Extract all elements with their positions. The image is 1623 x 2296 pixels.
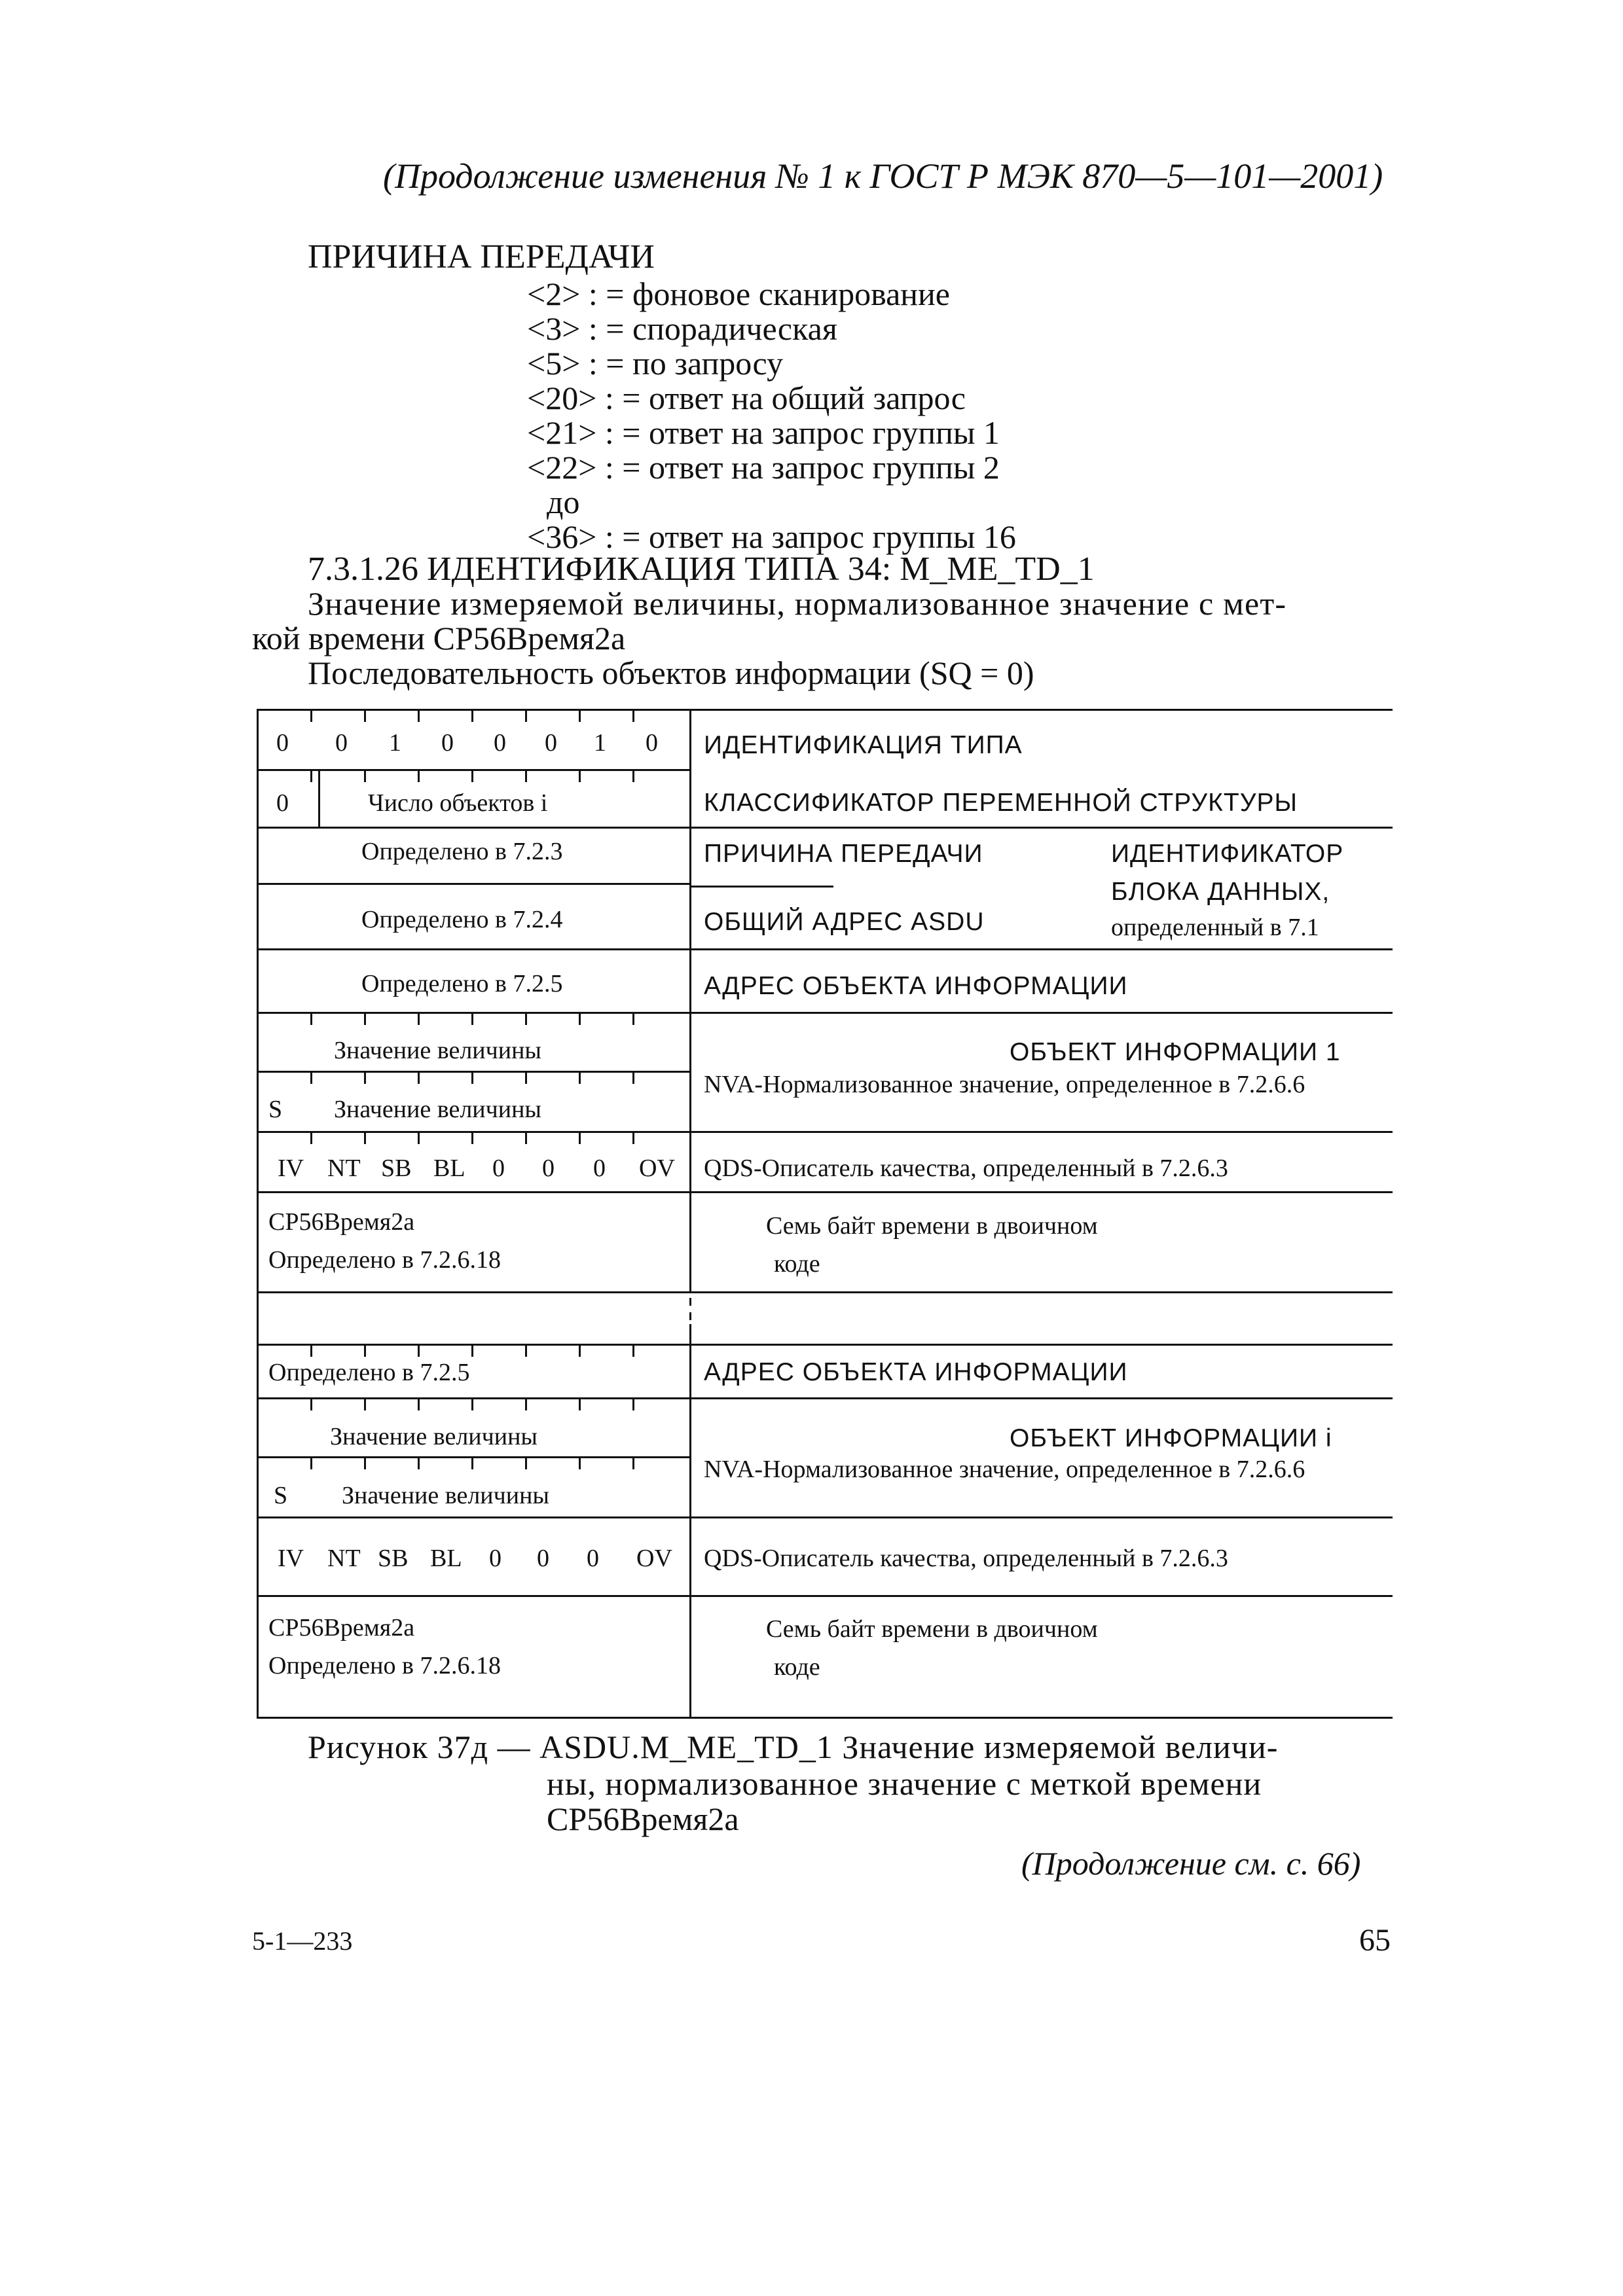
bit-tick: [525, 1071, 527, 1084]
qds-label: QDS-Описатель качества, определенный в 7.2.6.3: [704, 1545, 1228, 1572]
bit-tick: [418, 1012, 420, 1025]
bit-value: 0: [646, 729, 658, 757]
bit-tick: [579, 769, 581, 782]
type-id-label: ИДЕНТИФИКАЦИЯ ТИПА: [704, 731, 1023, 759]
cp56-name: СР56Время2а: [268, 1208, 415, 1236]
qds-bit: OV: [636, 1545, 672, 1572]
vsq-count: Число объектов i: [368, 789, 548, 817]
block-id-line: БЛОКА ДАННЫХ,: [1111, 878, 1330, 906]
bit-tick: [579, 1456, 581, 1469]
qds-bit: NT: [327, 1545, 361, 1572]
qds-bit: 0: [542, 1155, 555, 1182]
qds-label: QDS-Описатель качества, определенный в 7.2.6.3: [704, 1155, 1228, 1182]
sign-bit: S: [274, 1482, 288, 1509]
bit-tick: [418, 1071, 420, 1084]
bit-tick: [525, 709, 527, 722]
cp56-name: СР56Время2а: [268, 1614, 415, 1641]
bit-tick: [364, 1012, 366, 1025]
row-separator: [257, 827, 1393, 829]
sign-bit: S: [268, 1096, 283, 1123]
bit-tick: [471, 769, 473, 782]
bit-tick: [418, 769, 420, 782]
qds-bit: 0: [492, 1155, 505, 1182]
bit-tick: [364, 769, 366, 782]
bit-tick: [525, 1456, 527, 1469]
sequence-line: Последовательность объектов информации (SQ = 0): [308, 655, 1034, 691]
frame-top-border: [257, 709, 1393, 711]
gap-dash: [257, 1312, 259, 1320]
qds-bit: SB: [381, 1155, 412, 1182]
value-label: Значение величины: [334, 1037, 541, 1064]
value-label: Значение величины: [334, 1096, 541, 1123]
figure-caption-line: СР56Время2а: [547, 1801, 739, 1837]
bit-tick: [471, 1344, 473, 1357]
page-number: 65: [1359, 1923, 1391, 1958]
section-title: 7.3.1.26 ИДЕНТИФИКАЦИЯ ТИПА 34: M_ME_TD_1: [308, 550, 1095, 588]
row-separator: [257, 1344, 1393, 1346]
footer-code: 5-1—233: [252, 1926, 353, 1956]
ioa-label: АДРЕС ОБЪЕКТА ИНФОРМАЦИИ: [704, 1358, 1128, 1386]
row-separator: [257, 1397, 1393, 1399]
gap-dash: [689, 1312, 691, 1320]
def-cp56: Определено в 7.2.6.18: [268, 1246, 501, 1274]
bit-tick: [525, 769, 527, 782]
bit-tick: [310, 769, 312, 782]
nva-label: NVA-Нормализованное значение, определенное в 7.2.6.6: [704, 1071, 1305, 1098]
qds-bit: IV: [278, 1155, 304, 1182]
row-separator: [257, 1456, 691, 1458]
def-ioa: Определено в 7.2.5: [268, 1359, 470, 1386]
description-line: Значение измеряемой величины, нормализованное значение с мет-: [308, 585, 1287, 622]
bit-tick: [632, 1012, 634, 1025]
bit-tick: [471, 1012, 473, 1025]
bit-tick: [579, 1344, 581, 1357]
qds-bit: OV: [639, 1155, 675, 1182]
bit-tick: [632, 1131, 634, 1144]
bit-tick: [632, 709, 634, 722]
bit-tick: [579, 1012, 581, 1025]
qds-bit: 0: [593, 1155, 606, 1182]
bit-tick: [310, 1344, 312, 1357]
nva-label: NVA-Нормализованное значение, определенное в 7.2.6.6: [704, 1456, 1305, 1483]
block-id-line: ИДЕНТИФИКАТОР: [1111, 840, 1344, 868]
bit-tick: [418, 1131, 420, 1144]
bit-value: 0: [276, 729, 289, 757]
row-separator: [257, 1071, 691, 1073]
bit-tick: [310, 1397, 312, 1410]
figure-caption-line: Рисунок 37д — ASDU.M_ME_TD_1 Значение измеряемой величи-: [308, 1729, 1279, 1765]
bit-tick: [471, 709, 473, 722]
bit-tick: [471, 1071, 473, 1084]
description-line: кой времени СР56Время2а: [252, 620, 626, 656]
qds-bit: SB: [378, 1545, 409, 1572]
bit-value: 1: [594, 729, 606, 757]
bit-value: 1: [389, 729, 401, 757]
bit-tick: [579, 1131, 581, 1144]
bit-tick: [632, 1456, 634, 1469]
bit-tick: [632, 1397, 634, 1410]
frame-divider: [689, 709, 691, 1291]
cause-item: <36> : = ответ на запрос группы 16: [527, 518, 1016, 555]
cause-item: до: [547, 484, 580, 520]
bit-tick: [632, 1344, 634, 1357]
cause-item: <21> : = ответ на запрос группы 1: [527, 414, 1000, 451]
ioa-label: АДРЕС ОБЪЕКТА ИНФОРМАЦИИ: [704, 972, 1128, 1000]
time-desc: Семь байт времени в двоичном: [766, 1615, 1098, 1643]
bit-tick: [364, 1344, 366, 1357]
block-id-line: определенный в 7.1: [1111, 914, 1319, 941]
vsq-split: [318, 769, 320, 828]
row-separator: [257, 1131, 1393, 1133]
def-cp56: Определено в 7.2.6.18: [268, 1652, 501, 1679]
frame-left-border: [257, 709, 259, 1719]
bit-tick: [310, 1131, 312, 1144]
value-label: Значение величины: [330, 1423, 538, 1450]
frame-divider: [689, 1324, 691, 1719]
bit-tick: [579, 709, 581, 722]
bit-tick: [525, 1012, 527, 1025]
qds-bit: IV: [278, 1545, 304, 1572]
row-separator: [257, 948, 1393, 950]
bit-tick: [632, 1071, 634, 1084]
bit-tick: [471, 1397, 473, 1410]
row-separator: [257, 769, 691, 771]
bit-value: 0: [494, 729, 506, 757]
gap-dash: [257, 1298, 259, 1306]
bit-tick: [471, 1456, 473, 1469]
row-separator: [689, 886, 833, 888]
frame-bottom-border: [257, 1717, 1393, 1719]
bit-tick: [310, 1071, 312, 1084]
common-addr-label: ОБЩИЙ АДРЕС ASDU: [704, 908, 985, 936]
row-separator: [257, 1516, 1393, 1518]
row-separator: [257, 1291, 1393, 1293]
bit-tick: [418, 1344, 420, 1357]
bit-value: 0: [545, 729, 557, 757]
bit-tick: [418, 1397, 420, 1410]
bit-value: 0: [335, 729, 348, 757]
bit-tick: [525, 1344, 527, 1357]
bit-tick: [364, 709, 366, 722]
cause-item: <2> : = фоновое сканирование: [527, 276, 950, 312]
bit-tick: [364, 1456, 366, 1469]
running-header: (Продолжение изменения № 1 к ГОСТ Р МЭК 870—5—101—2001): [383, 156, 1383, 196]
qds-bit: NT: [327, 1155, 361, 1182]
cause-title: ПРИЧИНА ПЕРЕДАЧИ: [308, 238, 655, 276]
vsq-label: КЛАССИФИКАТОР ПЕРЕМЕННОЙ СТРУКТУРЫ: [704, 789, 1298, 817]
time-desc: коде: [774, 1250, 820, 1278]
qds-bit: BL: [430, 1545, 462, 1572]
time-desc: Семь байт времени в двоичном: [766, 1212, 1098, 1240]
row-separator: [257, 1012, 1393, 1014]
qds-bit: 0: [587, 1545, 599, 1572]
bit-tick: [525, 1131, 527, 1144]
row-separator: [257, 1595, 1393, 1597]
bit-tick: [579, 1071, 581, 1084]
row-separator: [257, 1191, 1393, 1193]
bit-tick: [632, 769, 634, 782]
info-object-1-label: ОБЪЕКТ ИНФОРМАЦИИ 1: [1010, 1038, 1341, 1066]
cause-item: <5> : = по запросу: [527, 345, 784, 382]
bit-tick: [364, 1397, 366, 1410]
continuation-note: (Продолжение см. с. 66): [1021, 1845, 1361, 1882]
info-object-i-label: ОБЪЕКТ ИНФОРМАЦИИ i: [1010, 1424, 1332, 1452]
bit-value: 0: [441, 729, 454, 757]
qds-bit: 0: [489, 1545, 501, 1572]
cause-item: <22> : = ответ на запрос группы 2: [527, 449, 1000, 486]
figure-caption-line: ны, нормализованное значение с меткой времени: [547, 1765, 1262, 1802]
gap-dash: [689, 1298, 691, 1306]
bit-tick: [310, 1012, 312, 1025]
qds-bit: 0: [537, 1545, 549, 1572]
bit-tick: [579, 1397, 581, 1410]
asdu-figure: [257, 709, 1393, 1719]
cause-label: ПРИЧИНА ПЕРЕДАЧИ: [704, 840, 983, 868]
bit-tick: [364, 1131, 366, 1144]
def-ioa: Определено в 7.2.5: [361, 970, 563, 997]
bit-tick: [310, 709, 312, 722]
bit-tick: [418, 1456, 420, 1469]
bit-tick: [471, 1131, 473, 1144]
value-label: Значение величины: [342, 1482, 549, 1509]
row-separator: [257, 883, 691, 885]
bit-tick: [310, 1456, 312, 1469]
cause-item: <20> : = ответ на общий запрос: [527, 380, 966, 416]
bit-tick: [525, 1397, 527, 1410]
vsq-bit: 0: [276, 789, 289, 817]
qds-bit: BL: [433, 1155, 465, 1182]
bit-tick: [418, 709, 420, 722]
bit-tick: [364, 1071, 366, 1084]
time-desc: коде: [774, 1653, 820, 1681]
def-common-addr: Определено в 7.2.4: [361, 906, 563, 933]
def-cause: Определено в 7.2.3: [361, 838, 563, 865]
cause-item: <3> : = спорадическая: [527, 310, 837, 347]
